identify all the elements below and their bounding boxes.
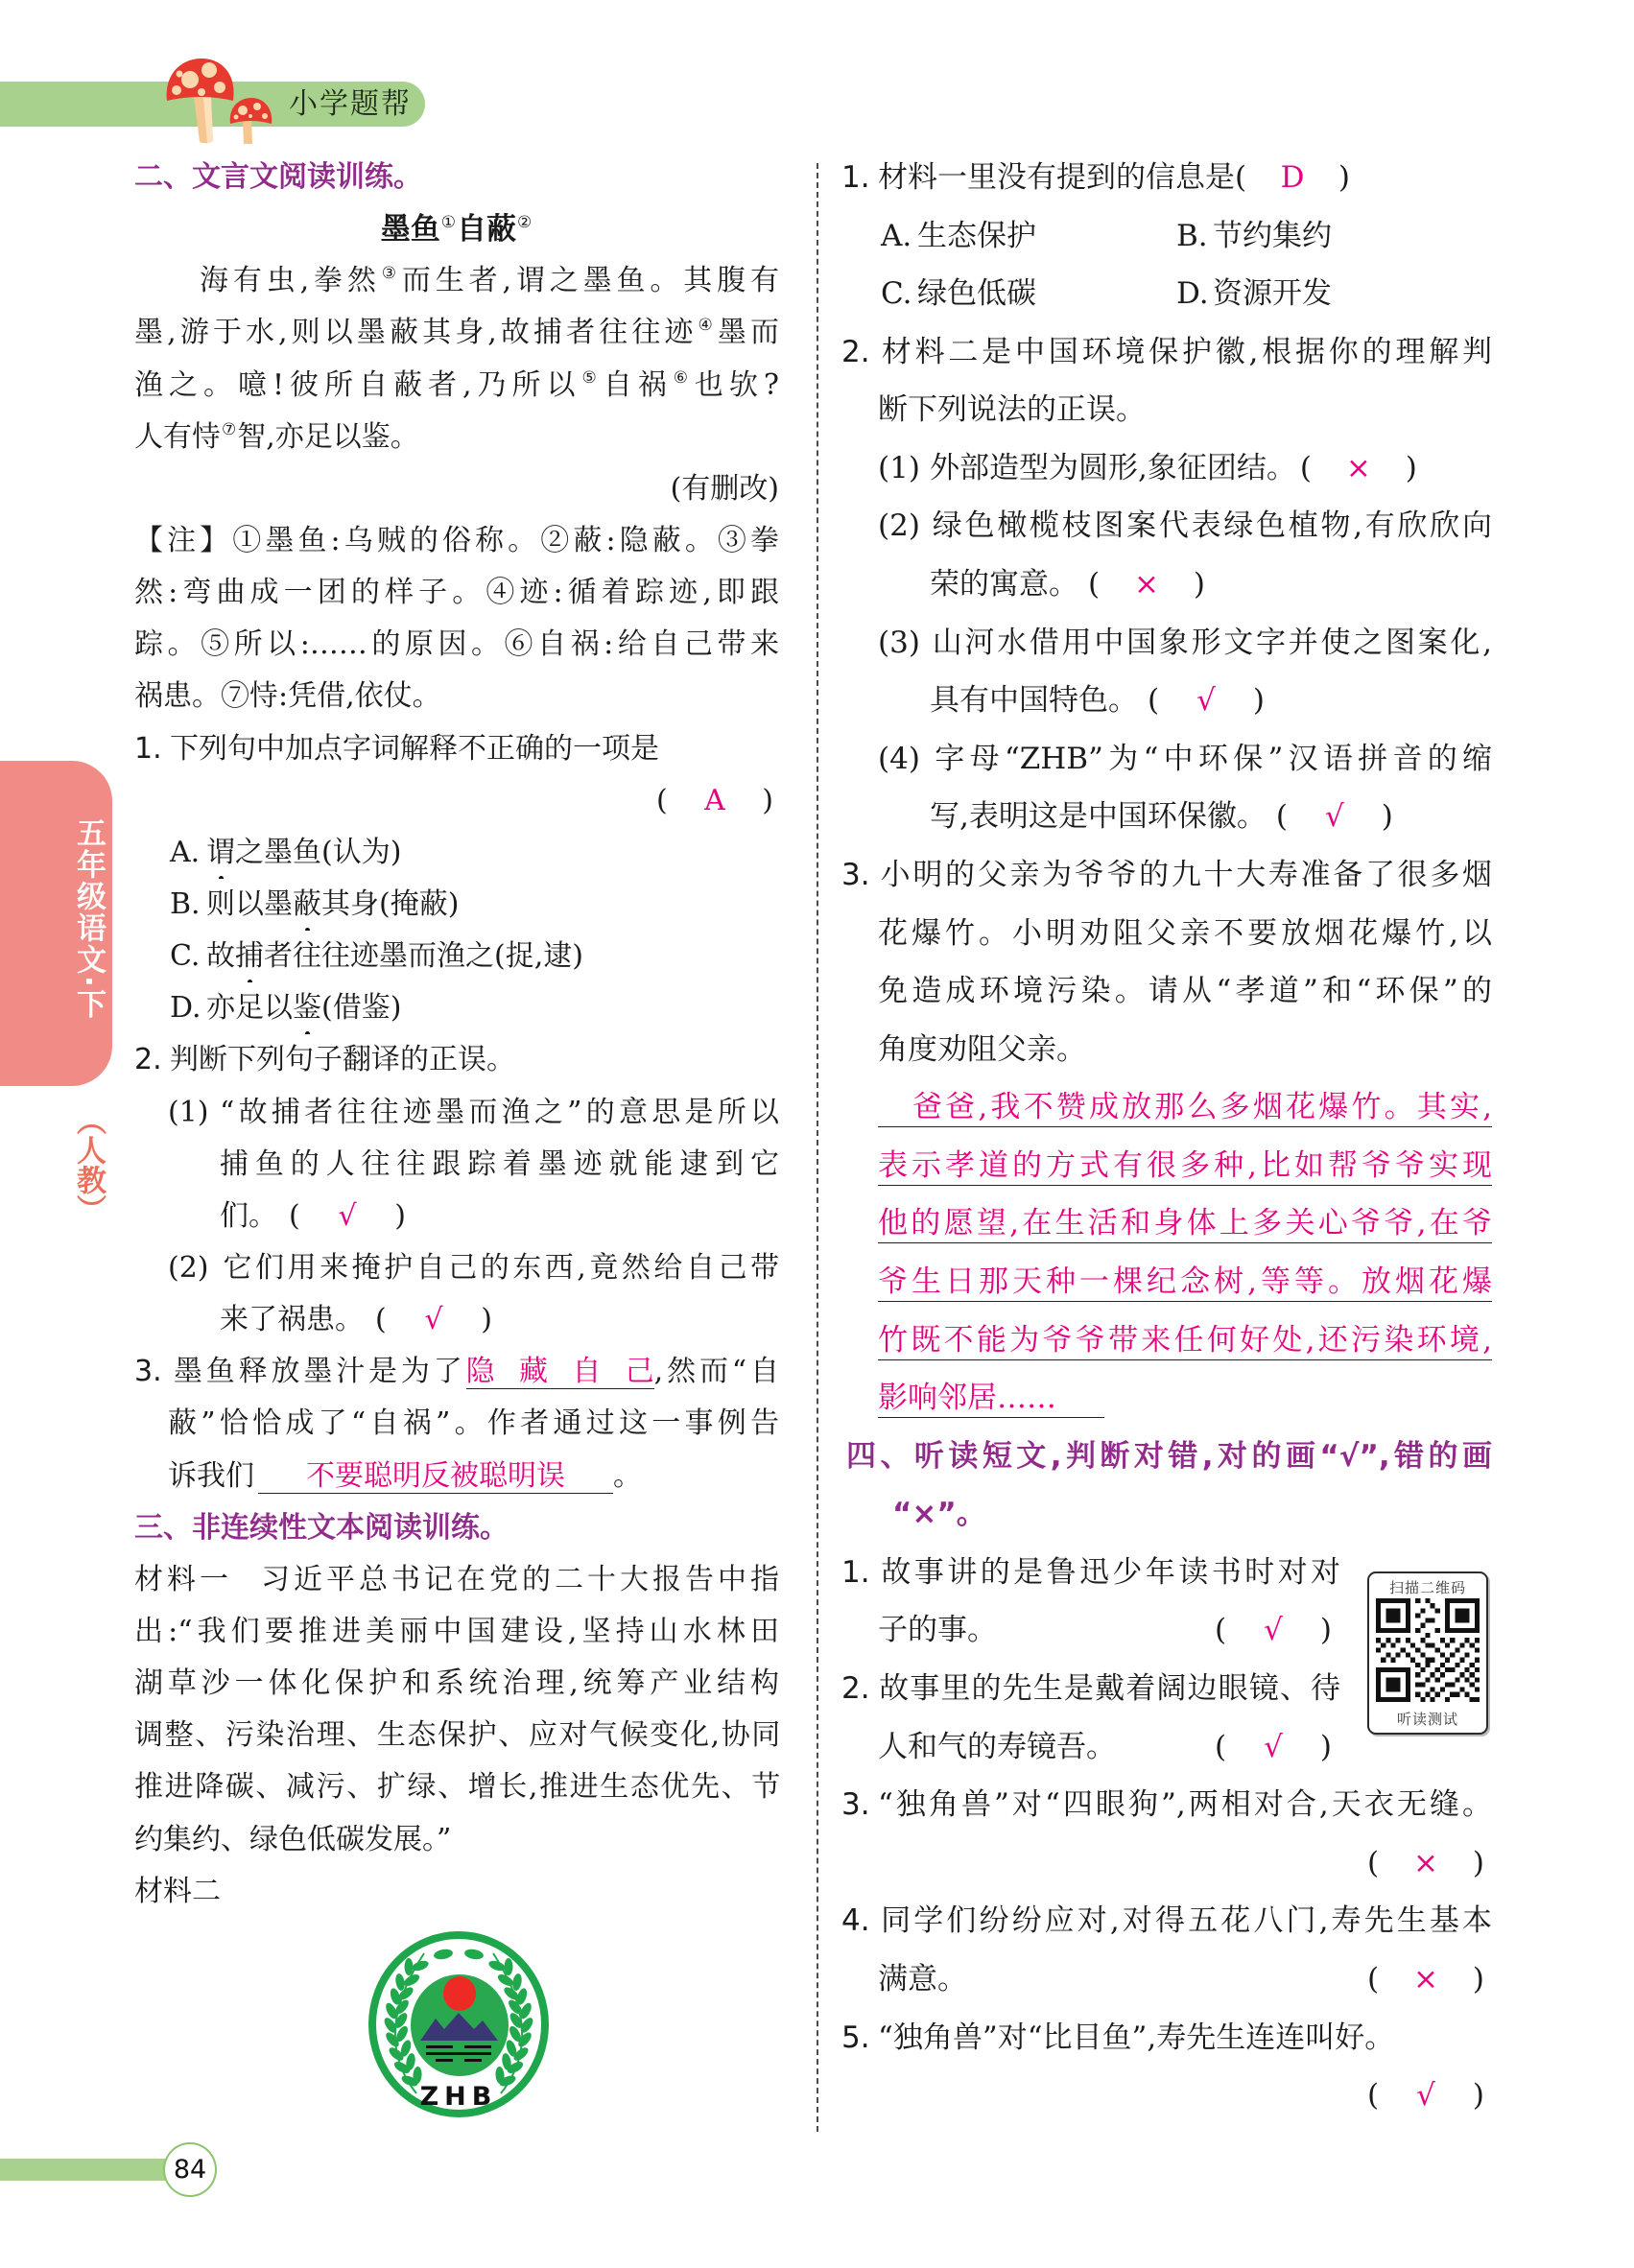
dotted-char: 蔽 <box>293 886 321 921</box>
question-number: 2. <box>841 334 870 369</box>
sub-question-text: 具有中国特色。 <box>930 683 1138 719</box>
option-text: 亦足以 <box>206 991 293 1026</box>
qr-code-icon <box>1376 1598 1480 1702</box>
material-1-line: 推进降碳、减污、扩绿、增长,推进生态优先、节 <box>134 1770 779 1805</box>
material-1-line: 湖草沙一体化保护和系统治理,统筹产业结构 <box>134 1666 779 1701</box>
section-2-heading: 二、文言文阅读训练。 <box>134 160 422 194</box>
passage-line <box>134 307 779 359</box>
question-3-line <box>134 1451 779 1502</box>
grade-label: 五年级语文·下 <box>71 817 106 1021</box>
sub-question-number: (2) <box>168 1250 209 1285</box>
qr-code-card <box>1367 1571 1488 1735</box>
sub-question-number: (2) <box>878 508 920 544</box>
sub-question-text: 它们用来掩护自己的东西,竟然给自己带 <box>220 1250 779 1285</box>
answer-bracket: ( √ ) <box>1367 2067 1484 2125</box>
option-text: 其身(掩蔽) <box>321 886 460 921</box>
question-number: 3. <box>134 1355 162 1389</box>
option-c <box>881 265 1176 323</box>
question-1-stem <box>841 149 1492 207</box>
question-number: 1. <box>841 1554 870 1590</box>
material-1-line: 调整、污染治理、生态保护、应对气候变化,协同 <box>134 1718 779 1753</box>
edition-label: （人教） <box>71 1105 106 1224</box>
footnote-marker: ④ <box>698 316 717 336</box>
answer-bracket: ( √ ) <box>1276 788 1393 846</box>
material-1-line <box>134 1554 779 1606</box>
qr-bottom-label: 听读测试 <box>1396 1711 1458 1728</box>
passage-text: 自祸 <box>603 367 673 402</box>
sub-question-line <box>841 439 1492 498</box>
option-label: B. <box>170 886 201 921</box>
question-text: 下列句中加点字词解释不正确的一项是 <box>170 731 659 766</box>
material-label: 材料一 <box>134 1562 232 1596</box>
question-text: 墨鱼释放墨汁是为了 <box>170 1355 466 1389</box>
footnote-marker: ⑥ <box>673 367 694 388</box>
left-column <box>134 152 779 1918</box>
title-text: 自蔽 <box>457 212 516 248</box>
question-number: 2. <box>841 1671 870 1707</box>
listening-item <box>841 2009 1492 2067</box>
passage-text: 渔之。噫!彼所自蔽者,乃所以 <box>134 367 581 402</box>
question-text: ,然而“自 <box>653 1355 779 1389</box>
material-2-label: 材料二 <box>134 1874 221 1908</box>
option-label: A. <box>170 835 201 869</box>
option-d <box>1176 276 1332 311</box>
passage-title <box>134 203 779 255</box>
question-3-line <box>134 1346 779 1398</box>
footnote-marker: ③ <box>381 264 401 284</box>
sub-question-text: 山河水借用中国象形文字并使之图案化, <box>930 625 1492 660</box>
option-text: (借鉴) <box>321 991 402 1026</box>
question-3-line: 蔽”恰恰成了“自祸”。作者通过这一事例告 <box>168 1406 779 1441</box>
question-number: 3. <box>841 1787 870 1823</box>
listening-item <box>841 1950 1492 2009</box>
sub-question-line <box>134 1191 779 1242</box>
section-4-heading: “×”。 <box>892 1497 986 1532</box>
question-text: 同学们纷纷应对,对得五花八门,寿先生基本 <box>878 1903 1492 1939</box>
sub-question-text: 字母“ZHB”为“中环保”汉语拼音的缩 <box>930 741 1492 776</box>
written-answer-line: 表示孝道的方式有很多种,比如帮爷爷实现 <box>841 1137 1492 1195</box>
written-answer-line: 影响邻居…… <box>841 1369 1492 1428</box>
answer-bracket: ( √ ) <box>1148 672 1265 730</box>
brand-title: 小学题帮 <box>289 87 412 121</box>
sub-question-text: 们。 <box>220 1198 277 1233</box>
question-text: 材料二是中国环境保护徽,根据你的理解判 <box>878 334 1492 369</box>
footnote-marker: ② <box>517 213 533 233</box>
right-column <box>841 149 1492 2125</box>
column-divider <box>817 163 818 2132</box>
sub-question-line <box>134 1242 779 1294</box>
dotted-char: 捕 <box>235 939 264 974</box>
answer-bracket: ( √ ) <box>1215 1601 1332 1660</box>
question-text: 诉我们 <box>168 1458 254 1493</box>
sub-question-line <box>841 614 1492 673</box>
source-note: (有删改) <box>670 471 779 506</box>
sub-question-text: “故捕者往往迹墨而渔之”的意思是所以 <box>220 1095 779 1129</box>
fill-blank-answer: 不要聪明反被聪明误 <box>258 1460 613 1494</box>
annotation-line: 踪。⑤所以:……的原因。⑥自祸:给自己带来 <box>134 627 779 662</box>
sub-question-text: 写,表明这是中国环保徽。 <box>930 799 1267 835</box>
question-3-line: 花爆竹。小明劝阻父亲不要放烟花爆竹,以 <box>878 915 1492 951</box>
material-1-line: 出:“我们要推进美丽中国建设,坚持山水林田 <box>134 1614 779 1648</box>
answer-bracket: ( D ) <box>1235 149 1350 207</box>
sub-question-line <box>841 730 1492 789</box>
question-number: 2. <box>134 1043 162 1077</box>
material-1-line: 约集约、绿色低碳发展。” <box>134 1822 452 1856</box>
question-text: “独角兽”对“比目鱼”,寿先生连连叫好。 <box>878 2020 1395 2055</box>
environment-protection-emblem-icon <box>367 1930 551 2118</box>
option-text: 资源开发 <box>1213 276 1332 312</box>
annotation-line: 然:弯曲成一团的样子。④迹:循着踪迹,即跟 <box>134 576 779 610</box>
answer-bracket: ( √ ) <box>289 1191 406 1242</box>
passage-text: 墨,游于水,则以墨蔽其身,故捕者往往迹 <box>134 316 698 350</box>
listening-item <box>841 2067 1492 2125</box>
passage-text: 人有恃 <box>134 419 221 454</box>
option-text: 故 <box>206 939 235 974</box>
question-1-stem <box>134 723 779 775</box>
question-text: 材料一里没有提到的信息是 <box>878 160 1235 195</box>
passage-text: 而生者,谓之墨鱼。其腹有 <box>401 264 779 298</box>
passage-line <box>134 255 779 307</box>
sub-question-number: (3) <box>878 625 920 660</box>
footnote-marker: ① <box>440 213 456 233</box>
sub-question-line <box>134 1294 779 1346</box>
footnote-marker: ⑦ <box>222 419 237 439</box>
sub-question-number: (1) <box>878 450 920 485</box>
sub-question-line <box>841 497 1492 555</box>
question-number: 1. <box>841 160 870 195</box>
option-text: 节约集约 <box>1213 218 1332 253</box>
question-2-stem <box>134 1034 779 1086</box>
options-row <box>841 265 1492 323</box>
option-text: 生态保护 <box>917 218 1036 253</box>
options-row <box>841 207 1492 266</box>
sub-question-number: (4) <box>878 741 920 776</box>
question-3-line <box>841 846 1492 905</box>
question-number: 1. <box>134 731 162 766</box>
sub-question-text: 荣的寓意。 <box>930 567 1078 602</box>
written-answer-line: 爷生日那天种一棵纪念树,等等。放烟花爆 <box>841 1253 1492 1311</box>
option-a <box>134 827 779 879</box>
answer-bracket: ( × ) <box>1088 555 1205 614</box>
option-label: A. <box>881 218 912 253</box>
question-2-stem: 断下列说法的正误。 <box>878 392 1146 428</box>
page-number: 84 <box>163 2142 217 2197</box>
question-text: 子的事。 <box>878 1613 997 1648</box>
annotation-line: 【注】①墨鱼:乌贼的俗称。②蔽:隐蔽。③拳 <box>134 523 779 557</box>
answer-bracket: ( √ ) <box>375 1294 492 1346</box>
answer-bracket: ( × ) <box>1367 1950 1484 2009</box>
dotted-char: 鉴 <box>293 991 321 1026</box>
question-1-answer-row <box>134 775 779 827</box>
passage-text: 也欤? <box>694 367 779 402</box>
listening-item <box>841 1544 1340 1602</box>
sub-question-text: 绿色橄榄枝图案代表绿色植物,有欣欣向 <box>930 508 1492 544</box>
question-text: 。 <box>613 1458 642 1493</box>
sub-question-line <box>841 788 1492 846</box>
option-text: 绿色低碳 <box>917 276 1036 312</box>
passage-line <box>134 360 779 412</box>
section-4-heading: 四、听读短文,判断对错,对的画“√”,错的画 <box>846 1438 1492 1474</box>
listening-item <box>841 1892 1492 1950</box>
question-text: 判断下列句子翻译的正误。 <box>170 1043 515 1077</box>
written-answer-line: 竹既不能为爷爷带来任何好处,还污染环境, <box>841 1311 1492 1370</box>
listening-item <box>841 1776 1492 1834</box>
option-text: 之墨鱼(认为) <box>235 835 402 869</box>
option-c <box>134 931 779 982</box>
question-3-line: 免造成环境污染。请从“孝道”和“环保”的 <box>878 974 1492 1009</box>
sub-question-line <box>841 555 1492 614</box>
fill-blank-answer: 隐藏自己 <box>465 1355 654 1389</box>
sub-question-text: 来了祸患。 <box>220 1303 364 1337</box>
option-text: 则以墨 <box>206 886 293 921</box>
option-d <box>134 982 779 1034</box>
passage-text: 智,亦足以鉴。 <box>237 419 419 454</box>
answer-bracket: ( A ) <box>656 775 773 827</box>
material-text: 习近平总书记在党的二十大报告中指 <box>261 1562 779 1596</box>
option-b <box>134 879 779 931</box>
section-3-heading: 三、非连续性文本阅读训练。 <box>134 1510 509 1545</box>
mushroom-icon <box>158 53 283 149</box>
question-3-line: 角度劝阻父亲。 <box>878 1031 1086 1067</box>
answer-bracket: ( × ) <box>1300 439 1417 498</box>
sub-question-line: 捕鱼的人往往跟踪着墨迹就能逮到它 <box>220 1146 779 1181</box>
title-text: 墨鱼 <box>380 212 440 248</box>
question-text: 人和气的寿镜吾。 <box>878 1729 1116 1764</box>
question-number: 3. <box>841 857 870 892</box>
question-number: 5. <box>841 2020 870 2055</box>
answer-bracket: ( × ) <box>1367 1834 1484 1893</box>
question-text: “独角兽”对“四眼狗”,两相对合,天衣无缝。 <box>878 1787 1492 1823</box>
page-number-bar <box>0 2159 173 2181</box>
written-answer-line: 爸爸,我不赞成放那么多烟花爆竹。其实, <box>841 1078 1492 1137</box>
listening-item <box>841 1834 1492 1893</box>
sub-question-line <box>841 672 1492 730</box>
dotted-char: 谓 <box>206 835 235 869</box>
written-answer-line: 他的愿望,在生活和身体上多关心爷爷,在爷 <box>841 1194 1492 1253</box>
listening-item <box>841 1660 1340 1718</box>
annotation-line: 祸患。⑦恃:凭借,依仗。 <box>134 679 441 714</box>
emblem-text: ZHB <box>419 2082 498 2112</box>
option-label: D. <box>170 991 201 1026</box>
sub-question-text: 外部造型为圆形,象征团结。 <box>930 450 1296 485</box>
passage-text: 墨而 <box>717 316 779 350</box>
option-text: 者往往迹墨而渔之(捉,逮) <box>264 939 583 974</box>
option-label: D. <box>1176 276 1209 312</box>
option-b <box>1176 219 1332 253</box>
question-text: 故事里的先生是戴着阔边眼镜、待 <box>878 1671 1340 1707</box>
question-2-stem <box>841 323 1492 382</box>
option-a <box>881 207 1176 266</box>
question-text: 故事讲的是鲁迅少年读书时对对 <box>878 1554 1340 1590</box>
option-label: C. <box>881 276 912 312</box>
question-text: 满意。 <box>878 1961 967 1996</box>
qr-top-label: 扫描二维码 <box>1388 1579 1466 1596</box>
option-label: C. <box>170 939 201 974</box>
option-label: B. <box>1176 218 1208 253</box>
answer-bracket: ( √ ) <box>1215 1718 1332 1777</box>
sub-question-number: (1) <box>168 1095 209 1129</box>
question-number: 4. <box>841 1903 870 1939</box>
passage-line <box>134 412 779 463</box>
footnote-marker: ⑤ <box>581 367 603 388</box>
passage-text: 海有虫,拳然 <box>200 264 381 298</box>
sub-question-line <box>134 1087 779 1139</box>
question-text: 小明的父亲为爷爷的九十大寿准备了很多烟 <box>878 857 1492 892</box>
